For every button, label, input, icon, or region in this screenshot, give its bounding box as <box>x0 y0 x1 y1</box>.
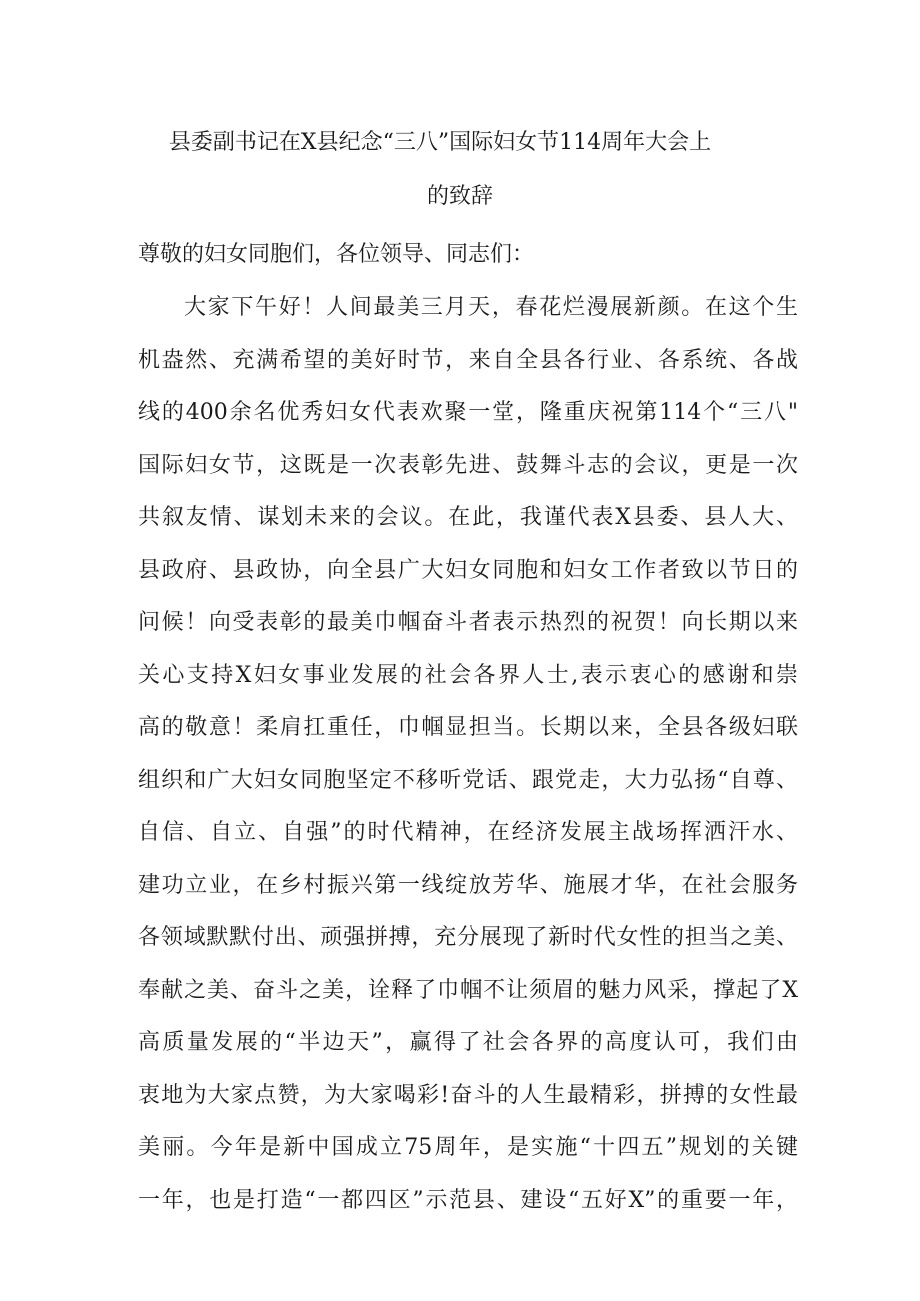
body-text-line: 组织和广大妇女同胞坚定不移听党话、跟党走，大力弘扬“自尊、 <box>138 767 798 793</box>
body-text-line: 机盎然、充满希望的美好时节，来自全县各行业、各系统、各战 <box>138 347 798 373</box>
body-text-line: 各领域默默付出、顽强拼搏，充分展现了新时代女性的担当之美、 <box>138 925 798 950</box>
body-text-line: 高的敬意！柔肩扛重任，巾帼显担当。长期以来，全县各级妇联 <box>138 715 798 740</box>
body-text-line: 问候！向受表彰的最美巾帼奋斗者表示热烈的祝贺！向长期以来 <box>138 610 798 635</box>
body-text-line: 高质量发展的“半边天”，赢得了社会各界的高度认可，我们由 <box>138 1030 798 1055</box>
salutation: 尊敬的妇女同胞们，各位领导、同志们： <box>138 242 535 267</box>
body-text-line: 一年，也是打造“一都四区”示范县、建设“五好X”的重要一年， <box>138 1187 798 1213</box>
document-title-line-1: 县委副书记在X县纪念“三八”国际妇女节114周年大会上 <box>168 130 712 155</box>
body-text-line: 大家下午好！人间最美三月天，春花烂漫展新颜。在这个生 <box>184 295 798 320</box>
body-text-line: 建功立业，在乡村振兴第一线绽放芳华、施展才华，在社会服务 <box>138 872 798 898</box>
speech-body <box>138 293 798 1238</box>
body-text-line: 县政府、县政协，向全县广大妇女同胞和妇女工作者致以节日的 <box>138 557 798 583</box>
body-text-line: 衷地为大家点赞，为大家喝彩!奋斗的人生最精彩，拼搏的女性最 <box>138 1082 798 1108</box>
body-text-line: 美丽。今年是新中国成立75周年，是实施“十四五”规划的关键 <box>138 1135 798 1160</box>
body-text-line: 线的400余名优秀妇女代表欢聚一堂，隆重庆祝第114个“三八" <box>138 400 798 425</box>
body-text-line: 奉献之美、奋斗之美，诠释了巾帼不让须眉的魅力风采，撑起了X <box>138 977 798 1003</box>
document-title-line-2: 的致辞 <box>426 184 493 209</box>
body-text-line: 共叙友情、谋划未来的会议。在此，我谨代表X县委、县人大、 <box>138 505 798 530</box>
body-text-line: 自信、自立、自强”的时代精神，在经济发展主战场挥洒汗水、 <box>138 820 798 845</box>
body-text-line: 国际妇女节，这既是一次表彰先进、鼓舞斗志的会议，更是一次 <box>138 452 798 478</box>
body-text-line: 关心支持X妇女事业发展的社会各界人士,表示衷心的感谢和崇 <box>138 662 798 688</box>
